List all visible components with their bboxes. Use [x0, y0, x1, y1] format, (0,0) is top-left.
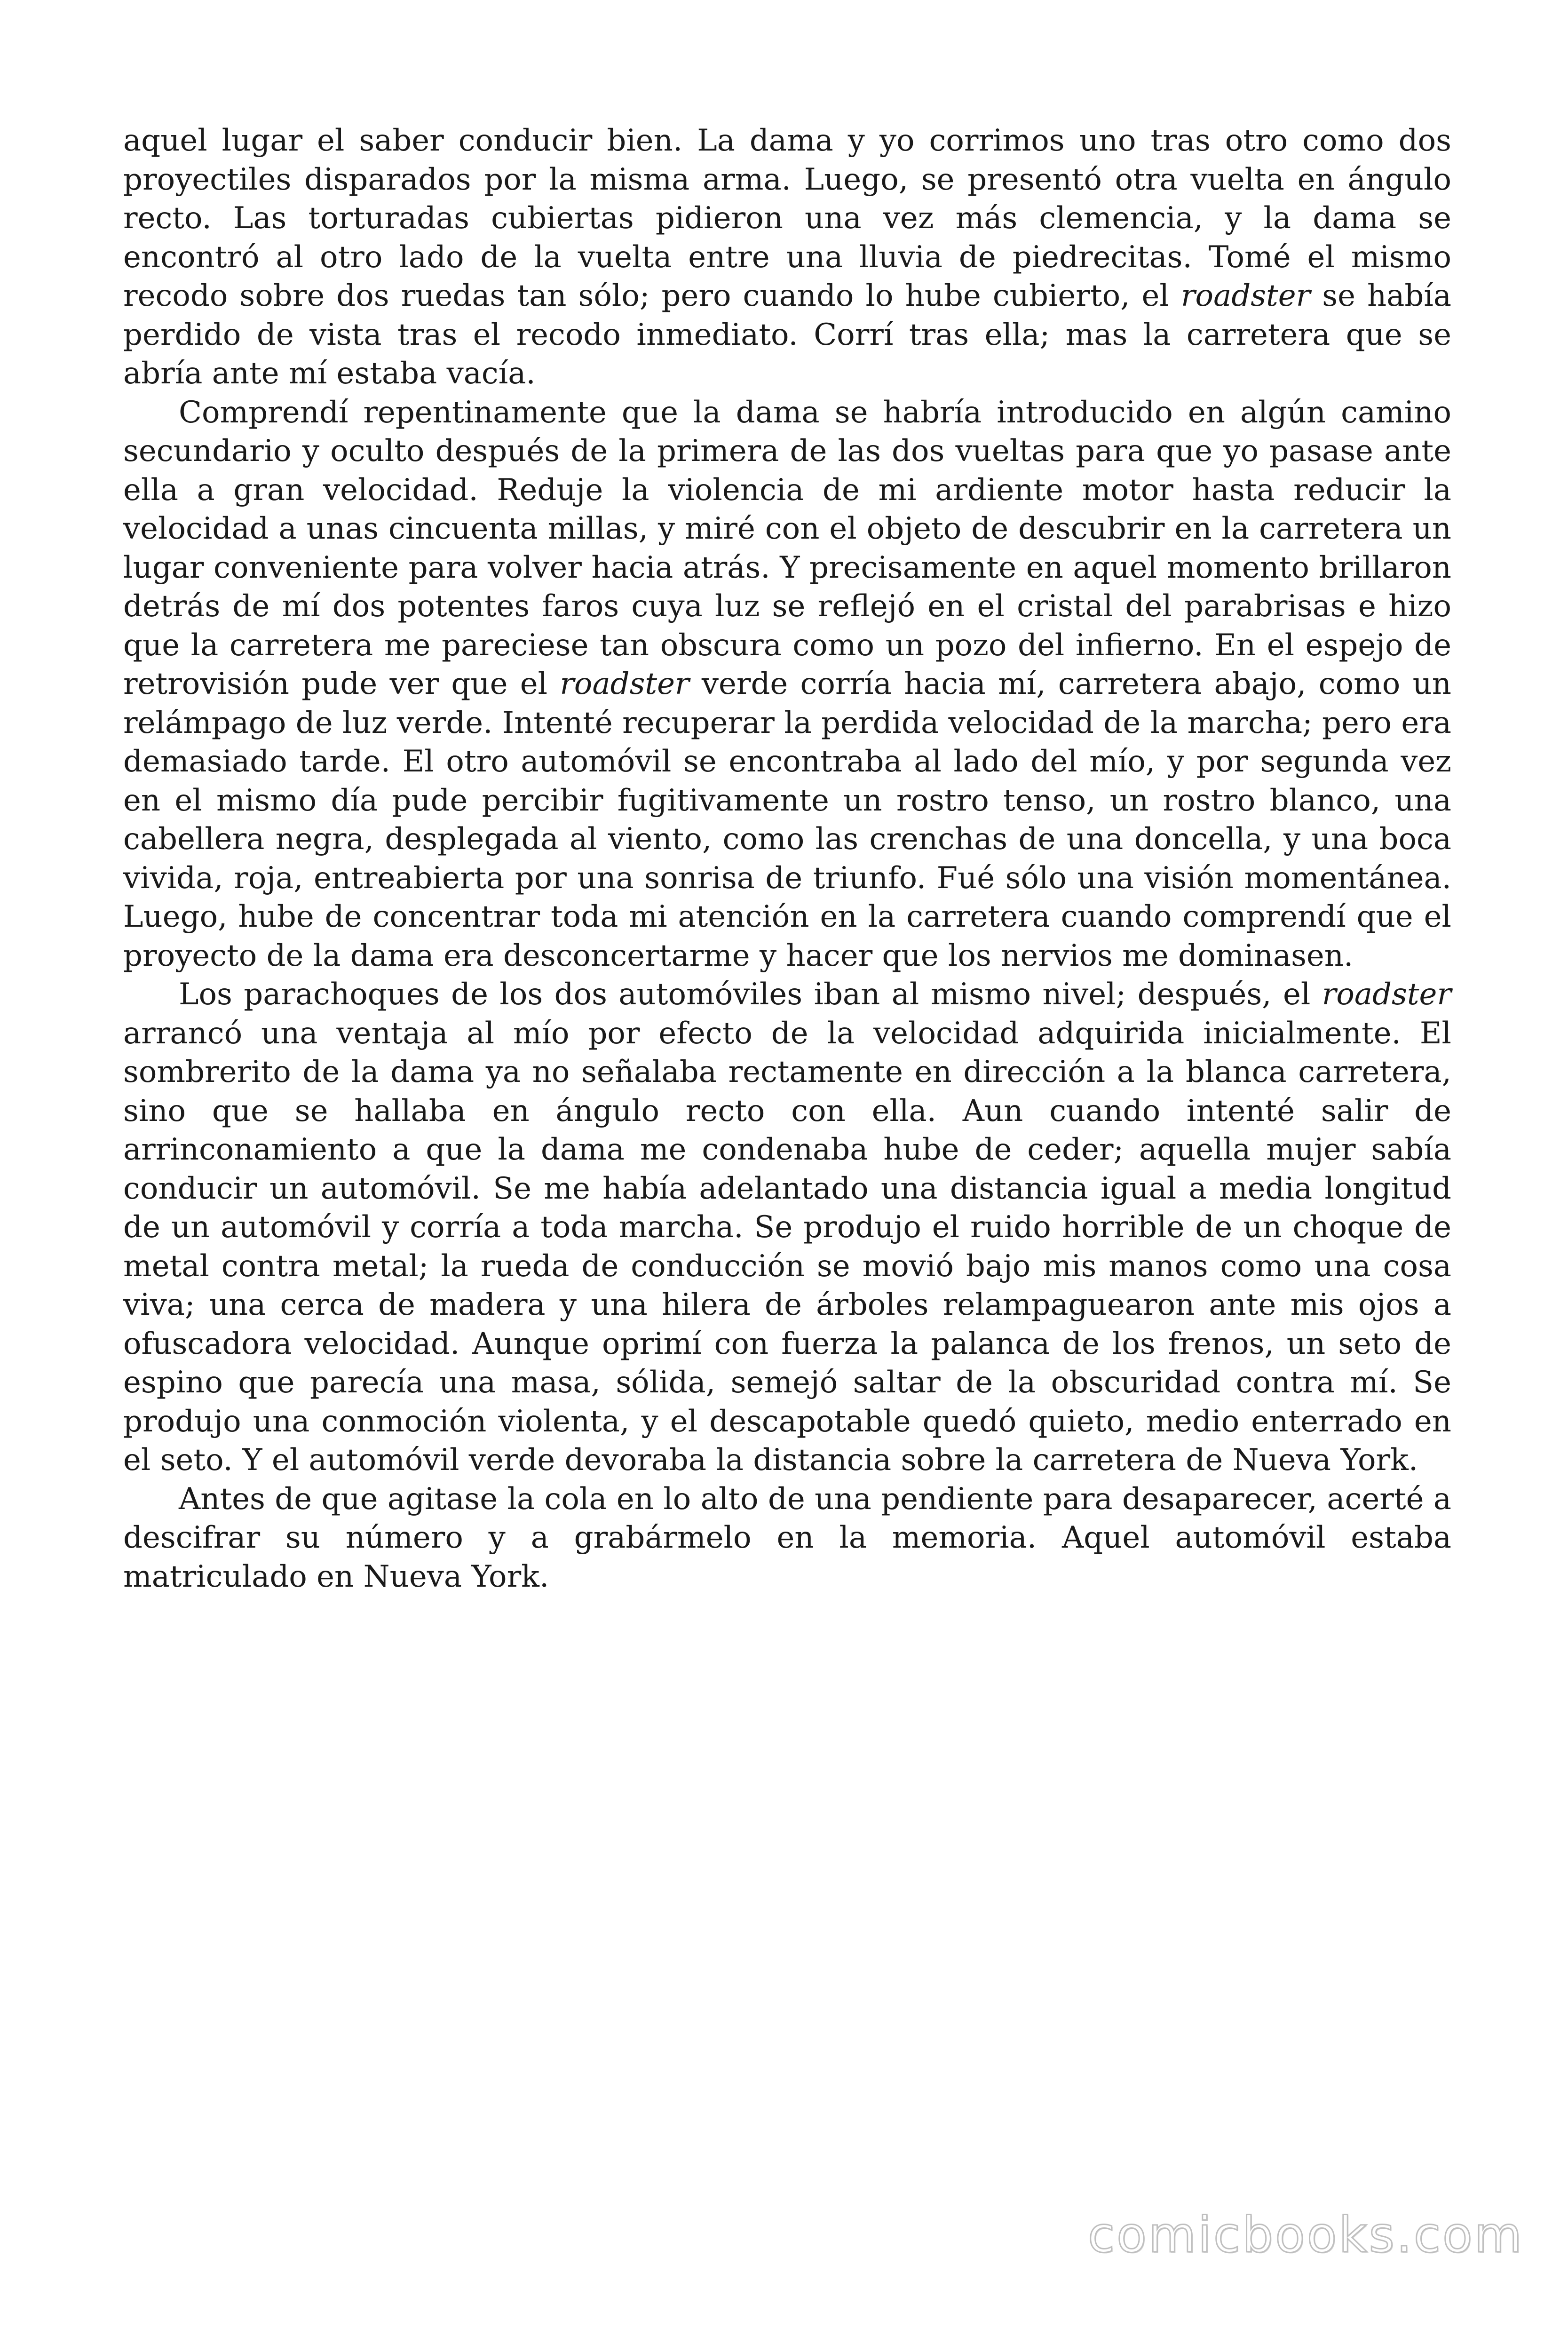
paragraph-3 — [123, 975, 1451, 1480]
paragraph-1-italic-roadster: roadster — [1180, 278, 1311, 313]
paragraph-4-text-1: Antes de que agitase la cola en lo alto de una pendiente para desaparecer, acerté a descifrar su número y a grabármelo en la memoria. Aquel automóvil estaba matriculado en Nueva York. — [123, 1481, 1451, 1594]
body-text — [123, 121, 1451, 1596]
paragraph-2 — [123, 393, 1451, 976]
paragraph-1 — [123, 121, 1451, 393]
paragraph-1-text-1: aquel lugar el saber conducir bien. La dama y yo corrimos uno tras otro como dos proyectiles disparados por la misma arma. Luego, se presentó otra vuelta en ángulo recto. Las torturadas cubiertas pidieron una vez más clemencia, y la dama se encontró al otro lado de la vuelta entre una lluvia de piedrecitas. Tomé el mismo recodo sobre dos ruedas tan sólo; pero cuando lo hube cubierto, el — [123, 123, 1451, 313]
paragraph-2-italic-roadster: roadster — [560, 667, 689, 701]
paragraph-3-text-2: arrancó una ventaja al mío por efecto de la velocidad adquirida inicialmente. El sombrerito de la dama ya no señalaba rectamente en dirección a la blanca carretera, sino que se hallaba en ángulo recto con ella. Aun cuando intenté salir de arrinconamiento a que la dama me condenaba hube de ceder; aquella mujer sabía conducir un automóvil. Se me había adelantado una distancia igual a media longitud de un automóvil y corría a toda marcha. Se produjo el ruido horrible de un choque de metal contra metal; la rueda de conducción se movió bajo mis manos como una cosa viva; una cerca de madera y una hilera de árboles relampaguearon ante mis ojos a ofuscadora velocidad. Aunque oprimí con fuerza la palanca de los frenos, un seto de espino que parecía una masa, sólida, semejó saltar de la obscuridad contra mí. Se produjo una conmoción violenta, y el descapotable quedó quieto, medio enterrado en el seto. Y el automóvil verde devoraba la distancia sobre la carretera de Nueva York. — [123, 1016, 1451, 1478]
paragraph-1-text-2: se había perdido de vista tras el recodo inmediato. Corrí tras ella; mas la carretera que se abría ante mí estaba vacía. — [123, 278, 1452, 391]
paragraph-2-text-2: verde corría hacia mí, carretera abajo, como un relámpago de luz verde. Intenté recuperar la perdida velocidad de la marcha; pero era demasiado tarde. El otro automóvil se encontraba al lado del mío, y por segunda vez en el mismo día pude percibir fugitivamente un rostro tenso, un rostro blanco, una cabellera negra, desplegada al viento, como las crenchas de una doncella, y una boca vivida, roja, entreabierta por una sonrisa de triunfo. Fué sólo una visión momentánea. Luego, hube de concentrar toda mi atención en la carretera cuando comprendí que el proyecto de la dama era desconcertarme y hacer que los nervios me dominasen. — [123, 667, 1452, 973]
paragraph-4 — [123, 1480, 1451, 1597]
paragraph-3-text-1: Los parachoques de los dos automóviles iban al mismo nivel; después, el — [179, 977, 1322, 1012]
watermark-logo: comicbooks.com — [1087, 2206, 1524, 2264]
paragraph-2-text-1: Comprendí repentinamente que la dama se habría introducido en algún camino secundario y oculto después de la primera de las dos vueltas para que yo pasase ante ella a gran velocidad. Reduje la violencia de mi ardiente motor hasta reducir la velocidad a unas cincuenta millas, y miré con el objeto de descubrir en la carretera un lugar conveniente para volver hacia atrás. Y precisamente en aquel momento brillaron detrás de mí dos potentes faros cuya luz se reflejó en el cristal del parabrisas e hizo que la carretera me pareciese tan obscura como un pozo del infierno. En el espejo de retrovisión pude ver que el — [123, 395, 1451, 701]
paragraph-3-italic-roadster: roadster — [1322, 977, 1451, 1012]
